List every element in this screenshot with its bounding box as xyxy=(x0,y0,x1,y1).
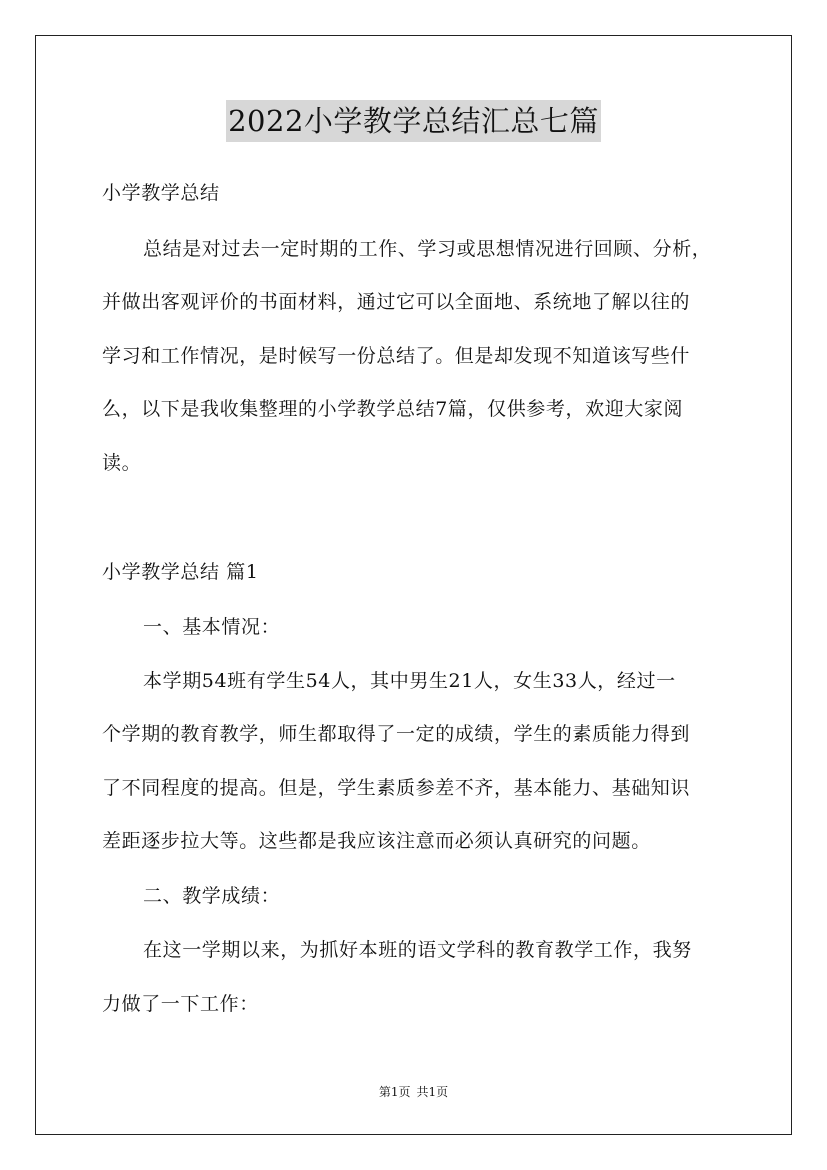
intro-line: 读。 xyxy=(102,452,142,474)
page-footer xyxy=(0,1084,827,1100)
paragraph-line: 在这一学期以来，为抓好本班的语文学科的教育教学工作，我努 xyxy=(143,939,692,961)
document-title: 2022小学教学总结汇总七篇 xyxy=(226,100,601,142)
intro-line: 么，以下是我收集整理的小学教学总结7篇，仅供参考，欢迎大家阅 xyxy=(102,398,684,420)
page-total: 共1页 xyxy=(416,1085,449,1099)
subheading: 一、基本情况： xyxy=(143,616,281,638)
intro-line: 学习和工作情况，是时候写一份总结了。但是却发现不知道该写些什 xyxy=(102,345,691,367)
intro-line: 并做出客观评价的书面材料，通过它可以全面地、系统地了解以往的 xyxy=(102,291,691,313)
page-number: 第1页 xyxy=(378,1085,411,1099)
title-container xyxy=(0,100,827,142)
paragraph-line: 力做了一下工作： xyxy=(102,993,259,1015)
paragraph-line: 个学期的教育教学，师生都取得了一定的成绩，学生的素质能力得到 xyxy=(102,723,691,745)
article-heading: 小学教学总结 篇1 xyxy=(102,561,259,583)
subheading: 二、教学成绩： xyxy=(143,885,281,907)
section-heading: 小学教学总结 xyxy=(102,182,220,204)
intro-line: 总结是对过去一定时期的工作、学习或思想情况进行回顾、分析， xyxy=(143,238,712,260)
paragraph-line: 了不同程度的提高。但是，学生素质参差不齐，基本能力、基础知识 xyxy=(102,777,691,799)
paragraph-line: 本学期54班有学生54人，其中男生21人，女生33人，经过一 xyxy=(143,670,676,692)
paragraph-line: 差距逐步拉大等。这些都是我应该注意而必须认真研究的问题。 xyxy=(102,830,651,852)
